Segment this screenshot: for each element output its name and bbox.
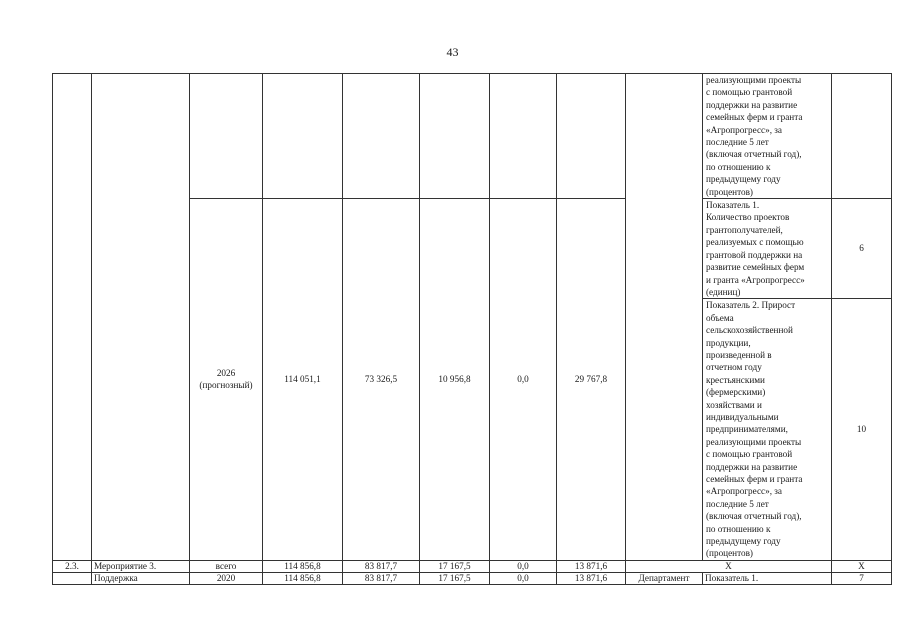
cell-executor-2020: Департамент bbox=[626, 572, 703, 584]
cell-value-x: Х bbox=[832, 560, 892, 572]
cell-indicator-1-value: 6 bbox=[832, 199, 892, 299]
cell-number-continued bbox=[53, 74, 92, 561]
cell-local-sum: 0,0 bbox=[490, 560, 557, 572]
cell-indicator-continued bbox=[703, 74, 832, 199]
cell-total-sum: 114 856,8 bbox=[263, 560, 343, 572]
cell-value-continued bbox=[832, 74, 892, 199]
cell-total-2026: 114 051,1 bbox=[263, 199, 343, 561]
cell-total-2020: 114 856,8 bbox=[263, 572, 343, 584]
cell-regional-2020: 17 167,5 bbox=[420, 572, 490, 584]
cell-indicator-2020: Показатель 1. bbox=[703, 572, 832, 584]
cell-federal-sum: 83 817,7 bbox=[343, 560, 420, 572]
cell-regional-sum: 17 167,5 bbox=[420, 560, 490, 572]
cell-event-continued bbox=[92, 74, 190, 561]
cell-number-empty bbox=[53, 572, 92, 584]
cell-total-continued bbox=[263, 74, 343, 199]
cell-period-total: всего bbox=[190, 560, 263, 572]
table-row-2020 bbox=[53, 572, 892, 584]
page-number: 43 bbox=[446, 45, 459, 59]
table-row-continuation bbox=[53, 74, 892, 199]
cell-value-2020: 7 bbox=[832, 572, 892, 584]
cell-year-continued bbox=[190, 74, 263, 199]
cell-local-continued bbox=[490, 74, 557, 199]
cell-indicator-x: Х bbox=[626, 560, 832, 572]
indicator-continued-text: реализующими проекты с помощью грантовой поддержки на развитие семейных ферм и гранта «Агропрогресс», за последние 5 лет (включая отчетный год), по отношению к предыдущему году (процентов) bbox=[706, 75, 803, 197]
indicator-2-text: Показатель 2. Прирост объема сельскохозяйственной продукции, произведенной в отчетном году крестьянскими (фермерскими) хозяйствами и индивидуальными предпринимателями, реализующими проекты с помощью грантовой поддержки на развитие семейных ферм и гранта «Агропрогресс», за последние 5 лет (включая отчетный год), по отношению к предыдущему году (процентов) bbox=[706, 300, 803, 559]
cell-local-2020: 0,0 bbox=[490, 572, 557, 584]
program-funding-table bbox=[52, 73, 892, 585]
cell-federal-2020: 83 817,7 bbox=[343, 572, 420, 584]
cell-event-3-title: Мероприятие 3. bbox=[92, 560, 190, 572]
cell-indicator-1-2026 bbox=[703, 199, 832, 299]
cell-other-sum: 13 871,6 bbox=[557, 560, 626, 572]
cell-indicator-2-2026 bbox=[703, 299, 832, 561]
cell-indicator-2-value: 10 bbox=[832, 299, 892, 561]
table-row-event-3-total bbox=[53, 560, 892, 572]
cell-event-3-support: Поддержка bbox=[92, 572, 190, 584]
cell-regional-continued bbox=[420, 74, 490, 199]
cell-year-2020: 2020 bbox=[190, 572, 263, 584]
cell-other-2020: 13 871,6 bbox=[557, 572, 626, 584]
cell-number-2-3: 2.3. bbox=[53, 560, 92, 572]
cell-other-continued bbox=[557, 74, 626, 199]
indicator-1-text: Показатель 1. Количество проектов грантополучателей, реализуемых с помощью грантовой поддержки на развитие семейных ферм и гранта «Агропрогресс» (единиц) bbox=[706, 200, 805, 297]
cell-federal-2026: 73 326,5 bbox=[343, 199, 420, 561]
cell-federal-continued bbox=[343, 74, 420, 199]
cell-regional-2026: 10 956,8 bbox=[420, 199, 490, 561]
cell-executor-continued bbox=[626, 74, 703, 561]
cell-other-2026: 29 767,8 bbox=[557, 199, 626, 561]
cell-local-2026: 0,0 bbox=[490, 199, 557, 561]
cell-year-2026: 2026 (прогнозный) bbox=[190, 199, 263, 561]
